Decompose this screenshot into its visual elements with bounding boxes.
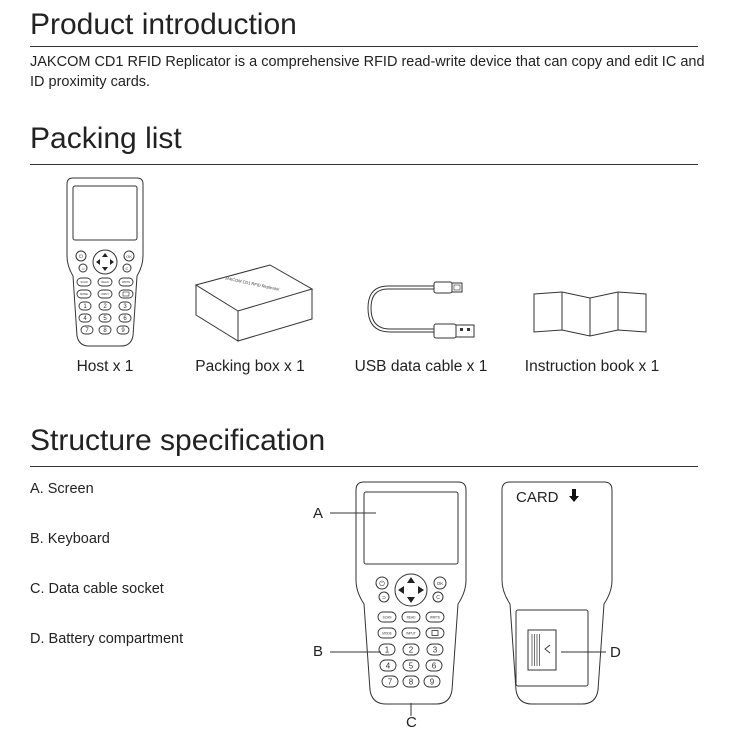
packing-heading: Packing list [30,122,182,155]
packing-item-book: Instruction book x 1 [524,358,660,375]
spec-item-keyboard: B. Keyboard [30,531,110,547]
front-power-key-label: ⏻ [379,581,385,588]
intro-paragraph: JAKCOM CD1 RFID Replicator is a comprehensive RFID read-write device that can copy and edit IC and ID proximity cards. [30,54,705,90]
host-key-2: 2 [103,304,107,310]
front-key-5: 5 [408,661,414,671]
host-write-key-label: WRITE [121,281,131,284]
front-back-key-label: ⊃ [381,595,387,601]
host-key-6: 6 [123,316,127,322]
host-mode-key-label: MODE [80,293,88,296]
front-key-9: 9 [429,677,435,687]
packing-item-host: Host x 1 [76,358,134,375]
spec-item-screen: A. Screen [30,481,94,497]
callout-label-a: A [313,505,324,522]
front-mode-key-label: MODE [382,631,392,636]
front-key-1: 1 [384,645,390,655]
host-key-8: 8 [103,328,107,334]
host-key-9: 9 [121,328,125,334]
front-write-key-label: WRITE [429,615,441,620]
front-key-4: 4 [385,661,391,671]
spec-item-battery: D. Battery compartment [30,631,184,647]
front-key-7: 7 [387,677,393,687]
host-key-3: 3 [123,304,127,310]
callout-label-d: D [610,644,621,661]
back-device-illustration [492,480,622,712]
host-key-4: 4 [83,316,87,322]
front-key-2: 2 [408,645,414,655]
card-arrow-icon [569,489,579,502]
host-back-key-label: ⊃ [81,266,85,271]
structure-heading: Structure specification [30,424,326,457]
front-clear-key-label: C [436,595,440,601]
host-input-key-label: INPUT [101,293,109,296]
front-key-6: 6 [431,661,437,671]
spec-item-socket: C. Data cable socket [30,581,164,597]
host-scan-key-label: SCAN [80,281,88,284]
packing-item-box: Packing box x 1 [195,358,305,375]
front-read-key-label: READ [406,615,416,620]
back-card-label: CARD [516,489,559,506]
front-input-key-label: INPUT [406,631,416,636]
box-print-text: JAKCOM CD1 RFID Replicator [224,275,280,292]
host-read-key-label: READ [101,281,109,284]
host-power-key-label: ⏻ [79,254,83,260]
host-key-5: 5 [103,316,107,322]
callout-label-c: C [406,714,417,731]
front-ok-key-label: OK [436,581,444,586]
callout-label-b: B [313,643,324,660]
intro-heading: Product introduction [30,8,297,41]
packing-item-cable: USB data cable x 1 [354,358,488,375]
host-ok-key-label: OK [126,254,132,259]
front-scan-key-label: SCAN [382,615,392,620]
front-key-8: 8 [408,677,414,687]
front-key-3: 3 [432,645,438,655]
host-key-7: 7 [85,328,89,334]
host-clear-key-label: C [125,266,129,271]
host-key-1: 1 [83,304,87,310]
